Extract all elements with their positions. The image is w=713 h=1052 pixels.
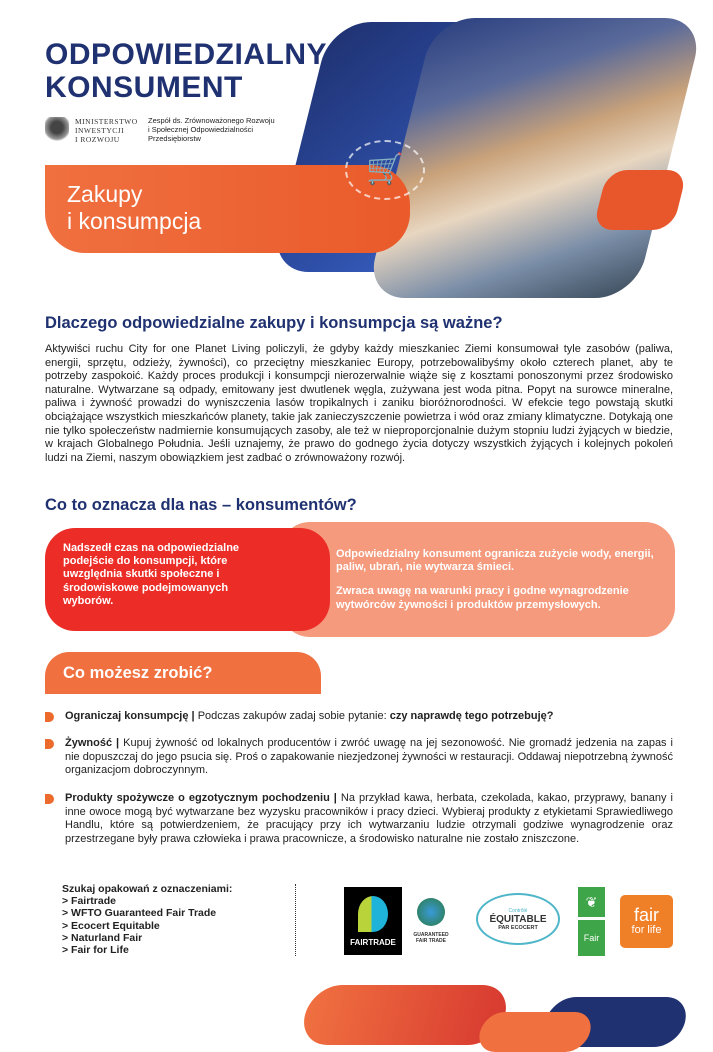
consumer-box [280, 522, 675, 637]
eagle-emblem-icon [45, 117, 69, 143]
shopping-cart-icon: 🛒 [345, 140, 425, 200]
label-item: > Fairtrade [62, 895, 116, 908]
bullet-icon [45, 712, 54, 722]
fair-for-life-logo [620, 895, 673, 948]
label-item: > Ecocert Equitable [62, 919, 160, 932]
naturland-label: Fair [578, 920, 605, 956]
section-heading-why: Dlaczego odpowiedzialne zakupy i konsumpcja są ważne? [45, 314, 503, 332]
ministry-line: MINISTERSTWO [75, 117, 138, 126]
title-line-2: KONSUMENT [45, 71, 243, 104]
team-name [148, 116, 275, 143]
team-line: i Społecznej Odpowiedzialności [148, 125, 254, 134]
section-heading-what-to-do: Co możesz zrobić? [45, 652, 321, 694]
decorative-shape [475, 1012, 595, 1052]
label-item: > WFTO Guaranteed Fair Trade [62, 907, 217, 920]
ecocert-small: Contrôlé [508, 907, 528, 914]
tip-title: Produkty spożywcze o egzotycznym pochodzeniu [65, 792, 330, 804]
fairtrade-symbol-icon [358, 896, 388, 932]
bullet-icon [45, 739, 54, 749]
ecocert-sub: PAR ECOCERT [498, 924, 538, 931]
tip-item [45, 737, 673, 778]
labels-list [62, 883, 232, 956]
tip-title: Żywność [65, 737, 113, 749]
decorative-orange-shape [593, 170, 688, 230]
tip-text: Kupuj żywność od lokalnych producentów i zwróć uwagę na jej sezonowość. Nie gromadź jedzenia na zapas i nie dopuszczaj do jego psucia się. Proś o zapakowanie niezjedzonej żywności w restauracji. Oddawaj niepotrzebną żywność organizacjom dobroczynnym. [65, 737, 673, 777]
label-item: > Naturland Fair [62, 931, 143, 944]
section-heading-meaning: Co to oznacza dla nas – konsumentów? [45, 496, 357, 514]
banner-line-2: i konsumpcja [67, 208, 202, 234]
ffl-line-2: for life [631, 923, 662, 936]
label-item: > Fair for Life [62, 944, 129, 957]
tip-separator: | [329, 792, 341, 804]
page-title [45, 38, 327, 104]
divider [295, 884, 296, 956]
ministry-line: INWESTYCJI [75, 126, 125, 135]
team-line: Przedsiębiorstw [148, 134, 201, 143]
tip-separator: | [188, 710, 198, 722]
banner-line-1: Zakupy [67, 181, 143, 207]
ministry-logo-text [75, 117, 138, 144]
wfto-label: GUARANTEED FAIR TRADE [413, 931, 449, 944]
bullet-icon [45, 794, 54, 804]
fairtrade-label: FAIRTRADE [350, 937, 396, 947]
tip-text: Podczas zakupów zadaj sobie pytanie: [197, 710, 390, 722]
labels-intro: Szukaj opakowań z oznaczeniami: [62, 883, 233, 895]
wfto-logo [414, 888, 448, 953]
ecocert-logo [476, 893, 560, 945]
consumer-box-text-2: Zwraca uwagę na warunki pracy i godne wynagrodzenie wytwórców żywności i produktów przemysłowych. [336, 585, 629, 611]
title-line-1: ODPOWIEDZIALNY [45, 38, 327, 71]
ffl-line-1: fair [633, 904, 659, 925]
tip-text: Na przykład kawa, herbata, czekolada, kakao, przyprawy, banany i inne owoce mogą być wytwarzane bez wyzysku pracowników i pracy dzieci. Wybieraj produkty z etykietami Sprawiedliwego Handlu, które są potwierdzeniem, że pracujący przy ich wytwarzaniu ludzie otrzymali godziwe wynagrodzenie oraz przestrzegane były prawa człowieka i prawa pracownicze, a środowisko naturalne nie zostało zniszczone. [65, 792, 673, 845]
ministry-line: I ROZWOJU [75, 135, 120, 144]
tip-item [45, 710, 673, 724]
time-box [45, 528, 330, 631]
consumer-box-text-1: Odpowiedzialny konsument ogranicza zużycie wody, energii, paliw, ubrań, nie wytwarza śmieci. [336, 548, 654, 574]
ecocert-main: ÉQUITABLE [489, 913, 547, 925]
tip-item [45, 792, 673, 846]
fairtrade-logo [344, 887, 402, 955]
tip-title: Ograniczaj konsumpcję [65, 710, 189, 722]
time-box-text: Nadszedł czas na odpowiedzialne podejście do konsumpcji, które uwzględnia skutki społeczne i środowiskowe podejmowanych wyborów. [63, 542, 240, 607]
tip-question: czy naprawdę tego potrzebuję? [389, 710, 554, 722]
tip-separator: | [112, 737, 124, 749]
naturland-logo [578, 887, 605, 957]
naturland-leaf-icon: ❦ [578, 887, 605, 917]
team-line: Zespół ds. Zrównoważonego Rozwoju [148, 116, 275, 125]
intro-paragraph: Aktywiści ruchu City for one Planet Living policzyli, że gdyby każdy mieszkaniec Ziemi konsumował tyle zasobów (paliwa, energii, sprzętu, odzieży, żywności), co przeciętny mieszkaniec Europy, potrzebowalibyśmy około czterech planet, aby te potrzeby zaspokoić. Każdy proces produkcji i konsumpcji nierozerwalnie wiąże się z kosztami ponoszonymi przez środowisko naturalne. Wytwarzane są odpady, emitowany jest dwutlenek węgla, zużywana jest woda pitna. Popyt na surowce mineralne, paliwa i żywność prowadzi do wyniszczenia lasów tropikalnych i zaniku bioróżnorodności. W efekcie tego powstają skutki obciążające wszystkich mieszkańców planety, takie jak zanieczyszczenie powietrza i wód oraz zmiany klimatyczne. Dotykają one nie tylko społeczeństw nadmiernie konsumujących zasoby, ale też w nieproporcjonalnie dużym stopniu ludzi żyjących w biedzie, w krajach Globalnego Południa. Jeśli uznajemy, że prawo do godnego życia dotyczy wszystkich żyjących i kolejnych pokoleń ludzi na Ziemi, naszym obowiązkiem jest zadbać o zrównoważony rozwój. [45, 343, 673, 464]
wfto-globe-icon [417, 898, 445, 926]
